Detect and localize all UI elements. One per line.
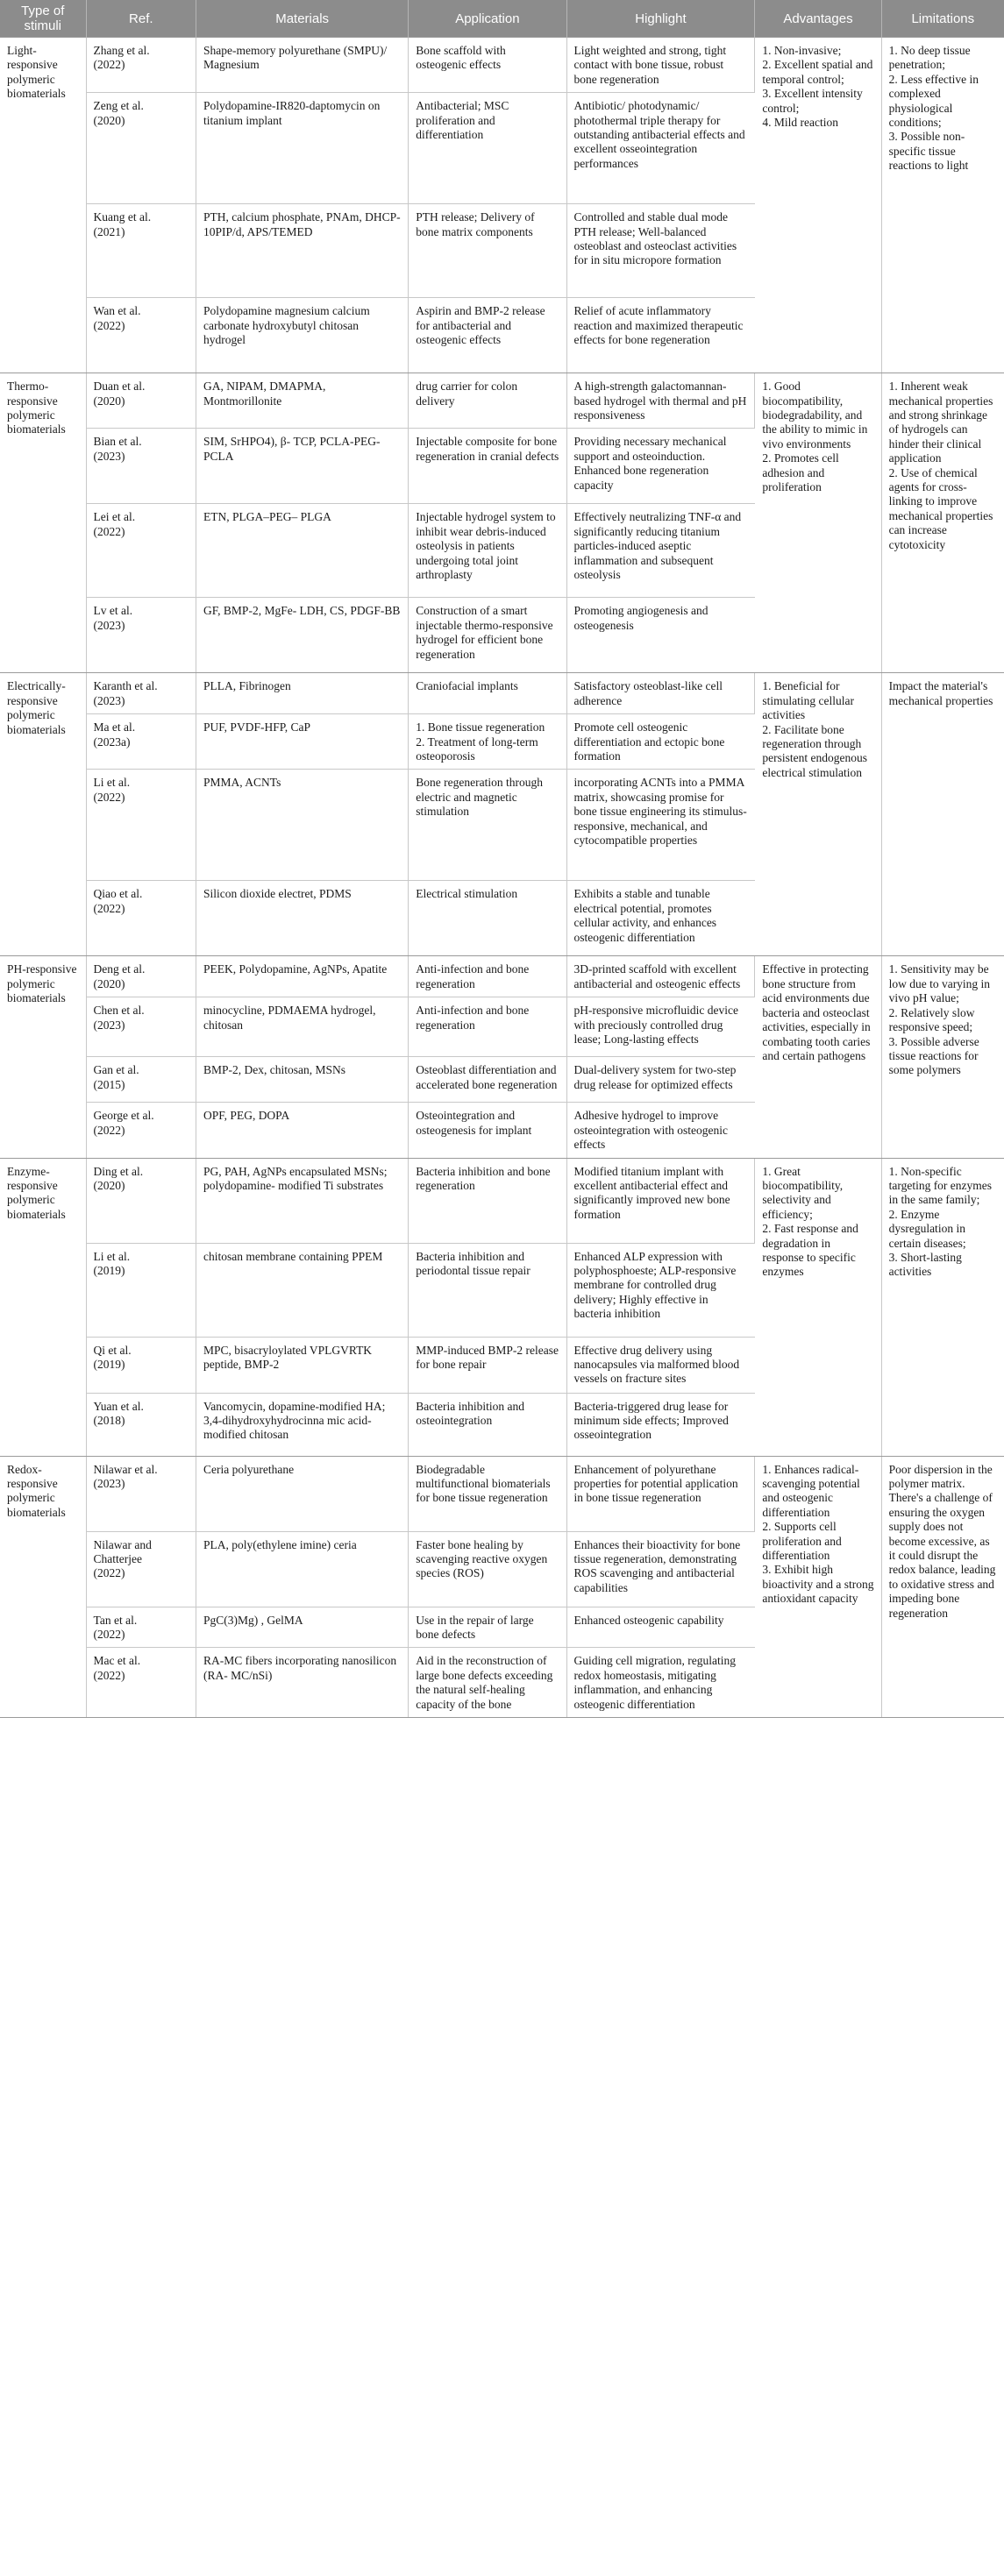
- ref-cell-text: Nilawar et al. (2023): [93, 1462, 158, 1490]
- header-materials: Materials: [196, 0, 409, 38]
- materials-cell-text: PG, PAH, AgNPs encapsulated MSNs; polydopamine- modified Ti substrates: [203, 1164, 388, 1192]
- highlight-cell-text: Controlled and stable dual mode PTH release; Well-balanced osteoblast and osteoclast activities for in situ micropore formation: [573, 210, 737, 267]
- ref-cell-text: Nilawar and Chatterjee (2022): [93, 1537, 152, 1580]
- application-cell-text: Anti-infection and bone regeneration: [416, 962, 530, 990]
- ref-cell-text: Deng et al. (2020): [93, 962, 146, 990]
- application-cell-text: Bacteria inhibition and periodontal tissue repair: [416, 1249, 530, 1277]
- application-cell-text: Injectable hydrogel system to inhibit wear debris-induced osteolysis in patients undergoing total joint arthroplasty: [416, 510, 556, 582]
- materials-cell-text: Ceria polyurethane: [203, 1462, 295, 1476]
- application-cell-text: Bone scaffold with osteogenic effects: [416, 44, 506, 72]
- application-cell: [409, 1456, 566, 1531]
- application-cell-text: Aid in the reconstruction of large bone defects exceeding the natural self-healing capacity of the bone: [416, 1654, 553, 1711]
- table-row: [0, 956, 1004, 997]
- materials-cell: [196, 1648, 409, 1718]
- limitations-cell-text: 1. Non-specific targeting for enzymes in the same family; 2. Enzyme dysregulation in certain diseases; 3. Short-lasting activities: [888, 1164, 993, 1279]
- ref-cell-text: Duan et al. (2020): [93, 380, 146, 408]
- advantages-cell: [755, 38, 881, 373]
- header-limitations: Limitations: [881, 0, 1004, 38]
- highlight-cell-text: Exhibits a stable and tunable electrical potential, promotes cellular activity, and enhances osteogenic differentiation: [573, 887, 717, 944]
- highlight-cell: [566, 673, 755, 714]
- ref-cell: [86, 1607, 196, 1648]
- ref-cell: [86, 956, 196, 997]
- advantages-cell-text: 1. Good biocompatibility, biodegradability, and the ability to mimic in vivo environments 2. Promotes cell adhesion and proliferation: [762, 380, 868, 494]
- ref-cell-text: Ma et al. (2023a): [93, 720, 136, 749]
- limitations-cell-text: 1. Inherent weak mechanical properties and strong shrinkage of hydrogels can hinder their clinical application 2. Use of chemical agents for cross-linking to improve mechanical properties can increase cytotoxicity: [888, 380, 993, 551]
- materials-cell: [196, 714, 409, 770]
- highlight-cell-text: Effective drug delivery using nanocapsules via malformed blood vessels on fracture sites: [573, 1343, 740, 1386]
- ref-cell-text: George et al. (2022): [93, 1109, 154, 1137]
- highlight-cell-text: Bacteria-triggered drug lease for minimum side effects; Improved osseointegration: [573, 1399, 729, 1442]
- application-cell-text: Bacteria inhibition and osteointegration: [416, 1399, 524, 1427]
- materials-cell: [196, 1607, 409, 1648]
- materials-cell-text: OPF, PEG, DOPA: [203, 1109, 290, 1123]
- stimuli-type-cell: [0, 673, 86, 956]
- application-cell: [409, 956, 566, 997]
- table-row: [0, 38, 1004, 93]
- application-cell: [409, 1337, 566, 1393]
- application-cell-text: MMP-induced BMP-2 release for bone repair: [416, 1343, 559, 1371]
- highlight-cell-text: Effectively neutralizing TNF-α and significantly reducing titanium particles-induced aseptic inflammation and subsequent osteolysis: [573, 510, 742, 582]
- materials-cell-text: Polydopamine-IR820-daptomycin on titanium implant: [203, 99, 381, 127]
- ref-cell-text: Tan et al. (2022): [93, 1613, 138, 1641]
- ref-cell-text: Ding et al. (2020): [93, 1164, 144, 1192]
- materials-cell-text: PTH, calcium phosphate, PNAm, DHCP-10PIP/d, APS/TEMED: [203, 210, 401, 238]
- limitations-cell: [881, 1158, 1004, 1456]
- advantages-cell-text: 1. Non-invasive; 2. Excellent spatial and temporal control; 3. Excellent intensity control; 4. Mild reaction: [762, 44, 873, 130]
- materials-cell-text: BMP-2, Dex, chitosan, MSNs: [203, 1063, 346, 1077]
- highlight-cell: [566, 956, 755, 997]
- highlight-cell: [566, 93, 755, 204]
- application-cell: [409, 997, 566, 1057]
- highlight-cell: [566, 1057, 755, 1103]
- ref-cell: [86, 504, 196, 598]
- advantages-cell-text: 1. Great biocompatibility, selectivity and efficiency; 2. Fast response and degradation in response to specific enzymes: [762, 1164, 858, 1279]
- ref-cell-text: Gan et al. (2015): [93, 1063, 139, 1091]
- ref-cell-text: Li et al. (2019): [93, 1249, 131, 1277]
- application-cell-text: PTH release; Delivery of bone matrix components: [416, 210, 535, 238]
- ref-cell-text: Lv et al. (2023): [93, 604, 133, 632]
- ref-cell-text: Zhang et al. (2022): [93, 44, 150, 72]
- highlight-cell: [566, 38, 755, 93]
- application-cell-text: Bone regeneration through electric and magnetic stimulation: [416, 776, 543, 819]
- stimuli-type-cell: [0, 1456, 86, 1717]
- ref-cell: [86, 373, 196, 429]
- materials-cell-text: MPC, bisacryloylated VPLGVRTK peptide, BMP-2: [203, 1343, 373, 1371]
- highlight-cell: [566, 714, 755, 770]
- highlight-cell-text: Dual-delivery system for two-step drug release for optimized effects: [573, 1063, 737, 1091]
- application-cell: [409, 373, 566, 429]
- ref-cell: [86, 204, 196, 298]
- stimuli-type-cell-text: Light- responsive polymeric biomaterials: [7, 44, 66, 101]
- application-cell: [409, 93, 566, 204]
- table-body: [0, 38, 1004, 1718]
- highlight-cell: [566, 298, 755, 373]
- application-cell-text: Bacteria inhibition and bone regeneration: [416, 1164, 551, 1192]
- materials-cell: [196, 1393, 409, 1456]
- highlight-cell-text: Relief of acute inflammatory reaction and maximized therapeutic effects for bone regeneration: [573, 304, 744, 347]
- header-advantages: Advantages: [755, 0, 881, 38]
- materials-cell-text: GF, BMP-2, MgFe- LDH, CS, PDGF-BB: [203, 604, 401, 618]
- advantages-cell-text: 1. Enhances radical-scavenging potential and osteogenic differentiation 2. Supports cell proliferation and differentiation 3. Exhibit high bioactivity and a strong antioxidant capacity: [762, 1462, 874, 1606]
- limitations-cell: [881, 38, 1004, 373]
- application-cell-text: Antibacterial; MSC proliferation and differentiation: [416, 99, 509, 142]
- ref-cell: [86, 1103, 196, 1158]
- limitations-cell: [881, 373, 1004, 673]
- advantages-cell: [755, 373, 881, 673]
- application-cell-text: Biodegradable multifunctional biomaterials for bone tissue regeneration: [416, 1462, 551, 1505]
- ref-cell-text: Qi et al. (2019): [93, 1343, 132, 1371]
- limitations-cell: [881, 956, 1004, 1158]
- application-cell: [409, 298, 566, 373]
- materials-cell-text: PLLA, Fibrinogen: [203, 679, 291, 693]
- highlight-cell-text: incorporating ACNTs into a PMMA matrix, showcasing promise for bone tissue engineering its stimulus-responsive, mechanical, and cytocompatible properties: [573, 776, 747, 848]
- limitations-cell-text: Impact the material's mechanical properties: [888, 679, 993, 707]
- application-cell: [409, 504, 566, 598]
- highlight-cell-text: Enhanced ALP expression with polyphosphoeste; ALP-responsive membrane for controlled drug delivery; Highly effective in bacteria inhibition: [573, 1249, 737, 1321]
- highlight-cell: [566, 770, 755, 881]
- materials-cell-text: Silicon dioxide electret, PDMS: [203, 887, 352, 901]
- ref-cell: [86, 1158, 196, 1243]
- application-cell: [409, 1103, 566, 1158]
- ref-cell: [86, 298, 196, 373]
- ref-cell-text: Karanth et al. (2023): [93, 679, 158, 707]
- materials-cell: [196, 1243, 409, 1337]
- table-row: [0, 1456, 1004, 1531]
- highlight-cell-text: Guiding cell migration, regulating redox homeostasis, mitigating inflammation, and enhancing osteogenic differentiation: [573, 1654, 736, 1711]
- highlight-cell: [566, 1337, 755, 1393]
- application-cell: [409, 1057, 566, 1103]
- limitations-cell-text: Poor dispersion in the polymer matrix. There's a challenge of ensuring the oxygen supply does not become excessive, as it could disrupt the redox balance, leading to oxidative stress and impeding bone regeneration: [888, 1462, 996, 1620]
- application-cell-text: Anti-infection and bone regeneration: [416, 1004, 530, 1032]
- application-cell-text: Craniofacial implants: [416, 679, 518, 693]
- application-cell: [409, 673, 566, 714]
- highlight-cell: [566, 1103, 755, 1158]
- materials-cell: [196, 1337, 409, 1393]
- materials-cell: [196, 1158, 409, 1243]
- highlight-cell-text: Promoting angiogenesis and osteogenesis: [573, 604, 708, 632]
- materials-cell-text: PEEK, Polydopamine, AgNPs, Apatite: [203, 962, 388, 976]
- materials-cell-text: RA-MC fibers incorporating nanosilicon (RA- MC/nSi): [203, 1654, 397, 1682]
- advantages-cell: [755, 673, 881, 956]
- ref-cell: [86, 881, 196, 956]
- stimuli-type-cell: [0, 373, 86, 673]
- highlight-cell: [566, 204, 755, 298]
- application-cell: [409, 1607, 566, 1648]
- ref-cell: [86, 1456, 196, 1531]
- ref-cell: [86, 770, 196, 881]
- highlight-cell: [566, 429, 755, 504]
- stimuli-type-cell-text: Electrically- responsive polymeric biomaterials: [7, 679, 66, 736]
- table-header-row: [0, 0, 1004, 38]
- ref-cell-text: Li et al. (2022): [93, 776, 131, 804]
- application-cell: [409, 38, 566, 93]
- ref-cell: [86, 429, 196, 504]
- ref-cell: [86, 1243, 196, 1337]
- highlight-cell: [566, 1158, 755, 1243]
- ref-cell: [86, 93, 196, 204]
- materials-cell-text: Vancomycin, dopamine-modified HA; 3,4-dihydroxyhydrocinna mic acid-modified chitosan: [203, 1399, 386, 1442]
- materials-cell: [196, 373, 409, 429]
- header-highlight: Highlight: [566, 0, 755, 38]
- materials-cell-text: PMMA, ACNTs: [203, 776, 281, 790]
- highlight-cell: [566, 1531, 755, 1607]
- highlight-cell-text: pH-responsive microfluidic device with preciously controlled drug lease; Long-lasting effects: [573, 1004, 738, 1047]
- materials-cell-text: PgC(3)Mg) , GelMA: [203, 1613, 303, 1627]
- application-cell: [409, 770, 566, 881]
- application-cell-text: 1. Bone tissue regeneration 2. Treatment of long-term osteoporosis: [416, 720, 545, 763]
- materials-cell: [196, 770, 409, 881]
- highlight-cell: [566, 1456, 755, 1531]
- materials-cell: [196, 997, 409, 1057]
- header-type-of-stimuli: Type of stimuli: [0, 0, 86, 38]
- materials-cell-text: GA, NIPAM, DMAPMA, Montmorillonite: [203, 380, 326, 408]
- ref-cell-text: Lei et al. (2022): [93, 510, 136, 538]
- ref-cell-text: Zeng et al. (2020): [93, 99, 144, 127]
- stimuli-type-cell-text: PH-responsive polymeric biomaterials: [7, 962, 77, 1005]
- ref-cell-text: Wan et al. (2022): [93, 304, 141, 332]
- materials-cell-text: minocycline, PDMAEMA hydrogel, chitosan: [203, 1004, 376, 1032]
- advantages-cell: [755, 956, 881, 1158]
- highlight-cell-text: Promote cell osteogenic differentiation and ectopic bone formation: [573, 720, 725, 763]
- limitations-cell-text: 1. No deep tissue penetration; 2. Less effective in complexed physiological conditions; 3. Possible non-specific tissue reactions to light: [888, 44, 979, 173]
- materials-cell: [196, 1103, 409, 1158]
- highlight-cell-text: Enhances their bioactivity for bone tissue regeneration, demonstrating ROS scavenging and antibacterial capabilities: [573, 1537, 741, 1594]
- stimuli-type-cell-text: Redox- responsive polymeric biomaterials: [7, 1462, 66, 1519]
- advantages-cell: [755, 1456, 881, 1717]
- materials-cell: [196, 204, 409, 298]
- ref-cell-text: Kuang et al. (2021): [93, 210, 152, 238]
- application-cell: [409, 598, 566, 673]
- stimuli-type-cell: [0, 1158, 86, 1456]
- stimuli-type-cell: [0, 956, 86, 1158]
- highlight-cell-text: A high-strength galactomannan- based hydrogel with thermal and pH responsiveness: [573, 380, 747, 422]
- application-cell-text: Injectable composite for bone regeneration in cranial defects: [416, 435, 559, 463]
- ref-cell: [86, 1531, 196, 1607]
- highlight-cell-text: Antibiotic/ photodynamic/ photothermal triple therapy for outstanding antibacterial effects and excellent osseointegration performances: [573, 99, 745, 170]
- materials-cell: [196, 881, 409, 956]
- application-cell: [409, 204, 566, 298]
- application-cell: [409, 1648, 566, 1718]
- highlight-cell: [566, 997, 755, 1057]
- ref-cell: [86, 1057, 196, 1103]
- highlight-cell-text: Light weighted and strong, tight contact with bone tissue, robust bone regeneration: [573, 44, 727, 86]
- application-cell: [409, 429, 566, 504]
- application-cell: [409, 714, 566, 770]
- materials-cell: [196, 1057, 409, 1103]
- stimuli-type-cell-text: Enzyme- responsive polymeric biomaterials: [7, 1164, 66, 1221]
- limitations-cell: [881, 673, 1004, 956]
- ref-cell: [86, 38, 196, 93]
- limitations-cell: [881, 1456, 1004, 1717]
- table-row: [0, 1158, 1004, 1243]
- advantages-cell-text: 1. Beneficial for stimulating cellular activities 2. Facilitate bone regeneration through persistent endogenous electrical stimulation: [762, 679, 867, 779]
- highlight-cell-text: Enhanced osteogenic capability: [573, 1613, 724, 1627]
- application-cell-text: Use in the repair of large bone defects: [416, 1613, 534, 1641]
- materials-cell-text: Polydopamine magnesium calcium carbonate hydroxybutyl chitosan hydrogel: [203, 304, 370, 347]
- header-application: Application: [409, 0, 566, 38]
- materials-cell: [196, 298, 409, 373]
- application-cell-text: Faster bone healing by scavenging reactive oxygen species (ROS): [416, 1537, 548, 1580]
- highlight-cell: [566, 1243, 755, 1337]
- header-ref: Ref.: [86, 0, 196, 38]
- ref-cell: [86, 598, 196, 673]
- materials-cell: [196, 93, 409, 204]
- materials-cell-text: ETN, PLGA–PEG– PLGA: [203, 510, 331, 524]
- ref-cell-text: Qiao et al. (2022): [93, 887, 143, 915]
- application-cell: [409, 1158, 566, 1243]
- highlight-cell-text: 3D-printed scaffold with excellent antibacterial and osteogenic effects: [573, 962, 741, 990]
- highlight-cell: [566, 1607, 755, 1648]
- stimuli-type-cell: [0, 38, 86, 373]
- highlight-cell-text: Enhancement of polyurethane properties for potential application in bone tissue regeneration: [573, 1462, 738, 1505]
- limitations-cell-text: 1. Sensitivity may be low due to varying in vivo pH value; 2. Relatively slow responsive speed; 3. Possible adverse tissue reactions for some polymers: [888, 962, 991, 1077]
- highlight-cell-text: Modified titanium implant with excellent antibacterial effect and significantly improved new bone formation: [573, 1164, 730, 1221]
- ref-cell-text: Mac et al. (2022): [93, 1654, 141, 1682]
- materials-cell: [196, 429, 409, 504]
- ref-cell: [86, 1393, 196, 1456]
- application-cell-text: Osteointegration and osteogenesis for implant: [416, 1109, 532, 1137]
- stimuli-type-cell-text: Thermo- responsive polymeric biomaterials: [7, 380, 66, 436]
- application-cell: [409, 1243, 566, 1337]
- ref-cell-text: Yuan et al. (2018): [93, 1399, 144, 1427]
- ref-cell: [86, 1648, 196, 1718]
- application-cell: [409, 881, 566, 956]
- highlight-cell: [566, 1393, 755, 1456]
- materials-cell-text: PLA, poly(ethylene imine) ceria: [203, 1537, 357, 1551]
- application-cell-text: Electrical stimulation: [416, 887, 518, 901]
- highlight-cell-text: Satisfactory osteoblast-like cell adherence: [573, 679, 723, 707]
- highlight-cell: [566, 504, 755, 598]
- highlight-cell-text: Providing necessary mechanical support and osteoinduction. Enhanced bone regeneration capacity: [573, 435, 727, 492]
- materials-cell-text: chitosan membrane containing PPEM: [203, 1249, 383, 1263]
- materials-cell-text: Shape-memory polyurethane (SMPU)/ Magnesium: [203, 44, 388, 72]
- ref-cell-text: Chen et al. (2023): [93, 1004, 145, 1032]
- application-cell-text: Aspirin and BMP-2 release for antibacterial and osteogenic effects: [416, 304, 545, 347]
- materials-cell: [196, 956, 409, 997]
- application-cell-text: Construction of a smart injectable thermo-responsive hydrogel for efficient bone regeneration: [416, 604, 553, 661]
- application-cell-text: Osteoblast differentiation and accelerated bone regeneration: [416, 1063, 558, 1091]
- application-cell-text: drug carrier for colon delivery: [416, 380, 518, 408]
- ref-cell: [86, 997, 196, 1057]
- highlight-cell: [566, 1648, 755, 1718]
- materials-cell: [196, 1531, 409, 1607]
- ref-cell: [86, 1337, 196, 1393]
- materials-cell: [196, 38, 409, 93]
- application-cell: [409, 1531, 566, 1607]
- ref-cell-text: Bian et al. (2023): [93, 435, 142, 463]
- table-row: [0, 373, 1004, 429]
- materials-cell-text: SIM, SrHPO4), β- TCP, PCLA-PEG- PCLA: [203, 435, 381, 463]
- materials-cell: [196, 504, 409, 598]
- highlight-cell-text: Adhesive hydrogel to improve osteointegration with osteogenic effects: [573, 1109, 728, 1152]
- application-cell: [409, 1393, 566, 1456]
- advantages-cell-text: Effective in protecting bone structure from acid environments due bacteria and osteoclast activities, especially in combating tooth caries and certain pathogens: [762, 962, 871, 1062]
- highlight-cell: [566, 598, 755, 673]
- materials-cell: [196, 673, 409, 714]
- ref-cell: [86, 714, 196, 770]
- materials-cell: [196, 1456, 409, 1531]
- table-row: [0, 673, 1004, 714]
- highlight-cell: [566, 373, 755, 429]
- advantages-cell: [755, 1158, 881, 1456]
- materials-cell-text: PUF, PVDF-HFP, CaP: [203, 720, 310, 734]
- highlight-cell: [566, 881, 755, 956]
- materials-cell: [196, 598, 409, 673]
- ref-cell: [86, 673, 196, 714]
